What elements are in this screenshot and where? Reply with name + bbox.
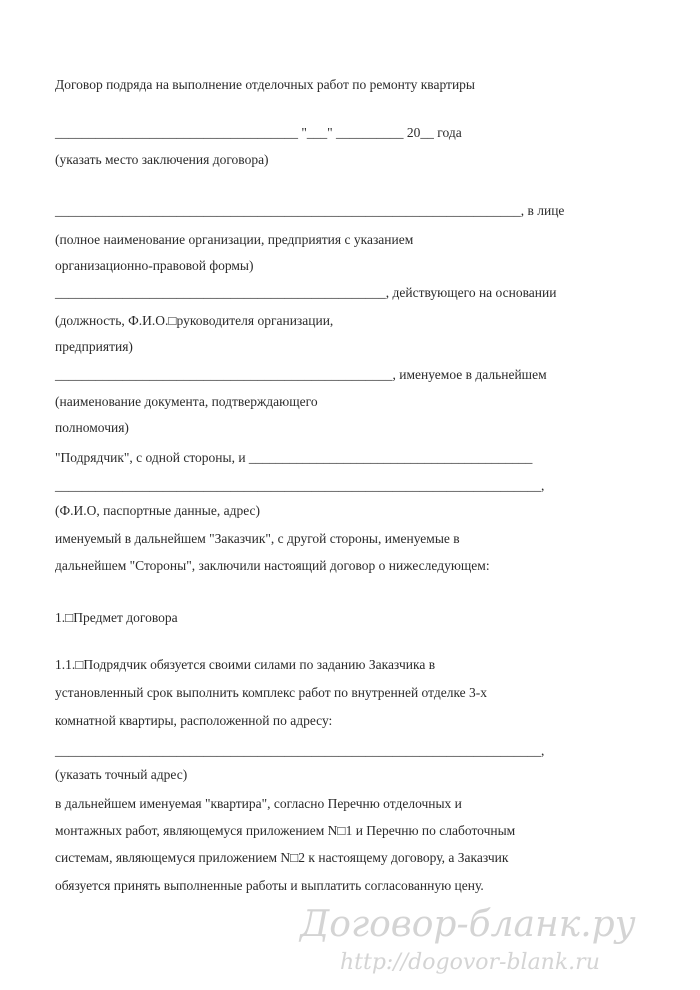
address-line: ________________________________________________________________________,	[55, 743, 545, 758]
place-date-line: ____________________________________ "___" __________ 20__ года	[55, 125, 462, 140]
hint-place: (указать место заключения договора)	[55, 152, 269, 167]
parties-text-2: дальнейшем "Стороны", заключили настоящий договор о нижеследующем:	[55, 558, 490, 573]
org-name-line: _____________________________________________________________________, в лице	[55, 203, 565, 218]
basis-line: __________________________________________________, именуемое в дальнейшем	[55, 367, 547, 382]
customer-line: ________________________________________________________________________,	[55, 478, 545, 493]
section-heading: 1.□Предмет договора	[55, 610, 178, 625]
clause-text-4: в дальнейшем именуемая "квартира", согласно Перечню отделочных и	[55, 796, 462, 811]
hint-org-2: организационно-правовой формы)	[55, 258, 254, 273]
clause-text-2: установленный срок выполнить комплекс работ по внутренней отделке 3-х	[55, 685, 488, 700]
clause-text-1: 1.1.□Подрядчик обязуется своими силами по заданию Заказчика в	[55, 657, 436, 672]
hint-basis-1: (наименование документа, подтверждающего	[55, 394, 318, 409]
position-line: _________________________________________________, действующего на основании	[55, 285, 557, 300]
watermark-url: http://dogovor-blank.ru	[340, 950, 600, 975]
document-title: Договор подряда на выполнение отделочных работ по ремонту квартиры	[55, 77, 475, 92]
clause-text-3: комнатной квартиры, расположенной по адресу:	[55, 713, 333, 728]
hint-basis-2: полномочия)	[55, 420, 129, 435]
hint-position-1: (должность, Ф.И.О.□руководителя организации,	[55, 313, 334, 328]
hint-position-2: предприятия)	[55, 339, 133, 354]
clause-text-7: обязуется принять выполненные работы и выплатить согласованную цену.	[55, 878, 484, 893]
watermark-logo: Договор-бланк.ру	[300, 904, 636, 945]
clause-text-6: системам, являющемуся приложением N□2 к настоящему договору, а Заказчик	[55, 850, 509, 865]
hint-customer: (Ф.И.О, паспортные данные, адрес)	[55, 503, 261, 518]
clause-text-5: монтажных работ, являющемуся приложением N□1 и Перечню по слаботочным	[55, 823, 516, 838]
hint-address: (указать точный адрес)	[55, 767, 188, 782]
hint-org-1: (полное наименование организации, предприятия с указанием	[55, 232, 414, 247]
contractor-line: "Подрядчик", с одной стороны, и __________________________________________	[55, 450, 533, 465]
parties-text-1: именуемый в дальнейшем "Заказчик", с другой стороны, именуемые в	[55, 531, 460, 546]
